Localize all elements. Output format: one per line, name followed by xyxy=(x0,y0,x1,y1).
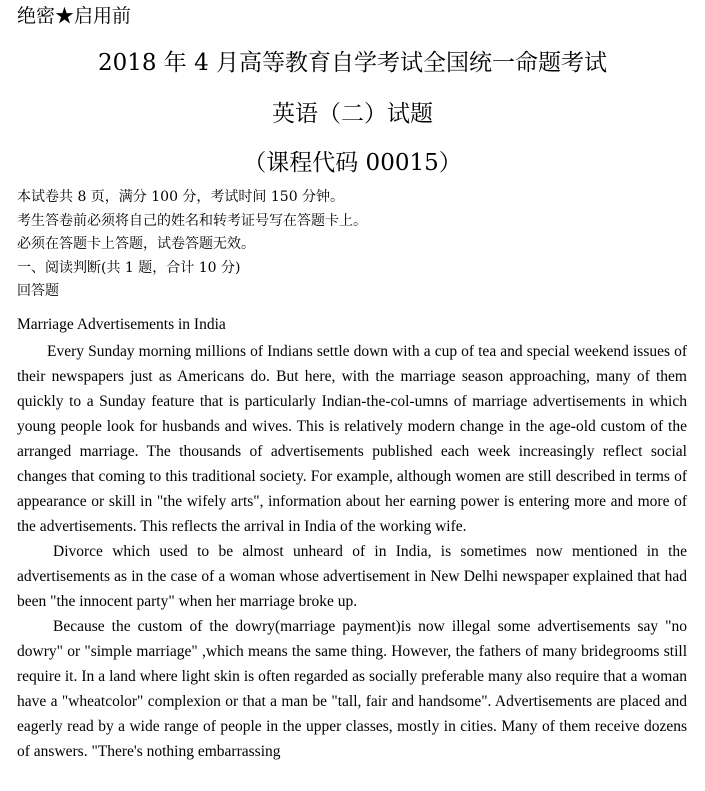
instruction-line: 本试卷共 8 页，满分 100 分，考试时间 150 分钟。 xyxy=(17,189,345,205)
exam-instructions xyxy=(17,186,687,304)
passage-paragraph: Every Sunday morning millions of Indians settle down with a cup of tea and special weekend issues of their newspapers just as Americans do. But here, with the marriage season approaching, many of them quickly to a Sunday feature that is particularly Indian-the-col-umns of marriage advertisements in which young people look for husbands and wives. This is relatively modern change in the age-old custom of the arranged marriage. The thousands of advertisements published each week increasingly reflect social changes that coming to this traditional society. For example, although women are still described in terms of appearance or skill in "the wifely arts", information about her earning power is entering more and more of the advertisements. This reflects the arrival in India of the working wife. xyxy=(17,343,687,535)
course-code: （课程代码 00015） xyxy=(243,150,462,176)
confidential-mark: 绝密★启用前 xyxy=(17,5,132,27)
section-heading: 一、阅读判断(共 1 题，合计 10 分) xyxy=(17,259,241,276)
instruction-line: 考生答卷前必须将自己的姓名和转考证号写在答题卡上。 xyxy=(17,212,367,229)
question-label: 回答题 xyxy=(17,283,59,300)
passage-paragraph: Because the custom of the dowry(marriage payment)is now illegal some advertisements say "no dowry" or "simple marriage" ,which means the same thing. However, the fathers of many bridegrooms still require it. In a land where light skin is often regarded as socially preferable many also require that a woman have a "wheatcolor" complexion or that a man be "tall, fair and handsome". Advertisements are placed and eagerly read by a wide range of people in the upper classes, mostly in cities. Many of them receive dozens of answers. "There's nothing embarrassing xyxy=(17,618,687,760)
passage-paragraph: Divorce which used to be almost unheard of in India, is sometimes now mentioned in the advertisements as in the case of a woman whose advertisement in New Delhi newspaper explained that had been "the innocent party" when her marriage broke up. xyxy=(17,543,687,610)
exam-title: 2018 年 4 月高等教育自学考试全国统一命题考试 xyxy=(97,50,608,76)
passage-body xyxy=(17,339,687,764)
passage-title: Marriage Advertisements in India xyxy=(17,316,226,333)
instruction-line: 必须在答题卡上答题，试卷答题无效。 xyxy=(17,236,255,253)
subject-title: 英语（二）试题 xyxy=(272,101,433,127)
